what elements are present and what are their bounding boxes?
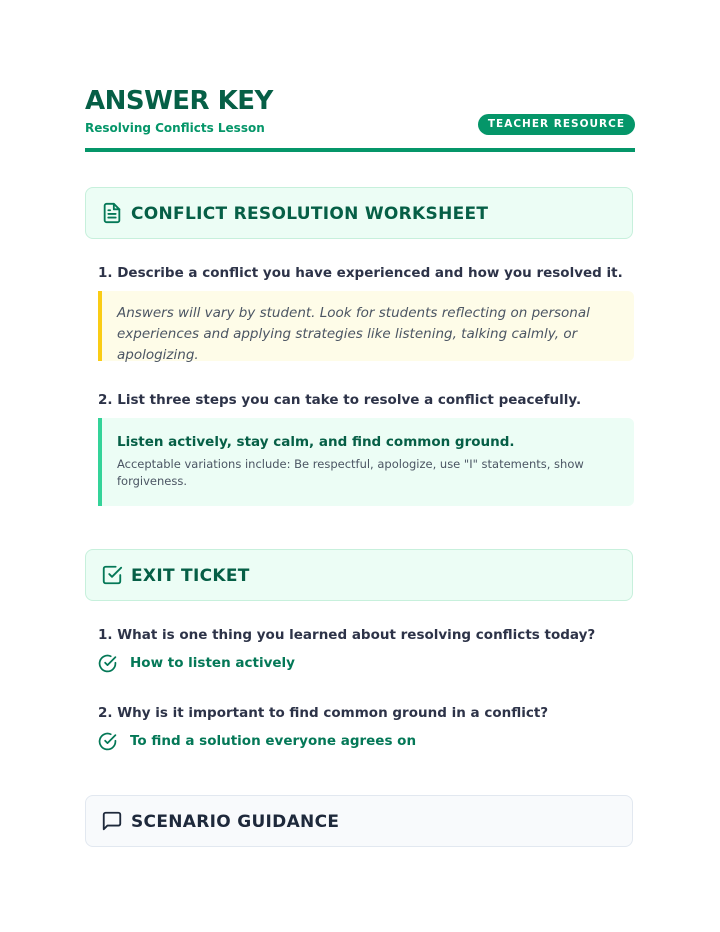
worksheet-question-1: 1. Describe a conflict you have experienced and how you resolved it. [98, 265, 623, 281]
header-divider [85, 148, 635, 152]
exit-ticket-section-header [85, 549, 633, 601]
check-circle-icon [98, 654, 117, 673]
scenario-section-title: SCENARIO GUIDANCE [131, 812, 340, 832]
worksheet-answer-1-text: Answers will vary by student. Look for students reflecting on personal experiences and applying strategies like listening, talking calmly, or apologizing. [117, 305, 590, 363]
worksheet-answer-2-note: Acceptable variations include: Be respectful, apologize, use "I" statements, show forgiveness. [117, 457, 584, 488]
exit-ticket-answer-2-text: To find a solution everyone agrees on [130, 733, 417, 749]
exit-ticket-question-1: 1. What is one thing you learned about resolving conflicts today? [98, 627, 596, 643]
worksheet-answer-1 [98, 291, 634, 361]
exit-ticket-answer-1 [98, 653, 633, 673]
worksheet-section-title: CONFLICT RESOLUTION WORKSHEET [131, 204, 489, 224]
page-subtitle: Resolving Conflicts Lesson [85, 121, 265, 135]
exit-ticket-answer-2 [98, 731, 633, 751]
exit-ticket-answer-1-text: How to listen actively [130, 655, 295, 671]
scenario-section-header [85, 795, 633, 847]
worksheet-answer-2 [98, 418, 634, 506]
worksheet-section-header [85, 187, 633, 239]
chat-bubble-icon [101, 810, 123, 832]
worksheet-question-2: 2. List three steps you can take to resolve a conflict peacefully. [98, 392, 582, 408]
page-header [85, 86, 635, 136]
checkbox-icon [101, 564, 123, 586]
teacher-resource-badge: TEACHER RESOURCE [478, 114, 635, 135]
worksheet-answer-2-text: Listen actively, stay calm, and find common ground. [117, 434, 515, 450]
exit-ticket-section-title: EXIT TICKET [131, 566, 250, 586]
page-title: ANSWER KEY [85, 86, 273, 116]
document-icon [101, 202, 123, 224]
exit-ticket-question-2: 2. Why is it important to find common ground in a conflict? [98, 705, 549, 721]
check-circle-icon [98, 732, 117, 751]
